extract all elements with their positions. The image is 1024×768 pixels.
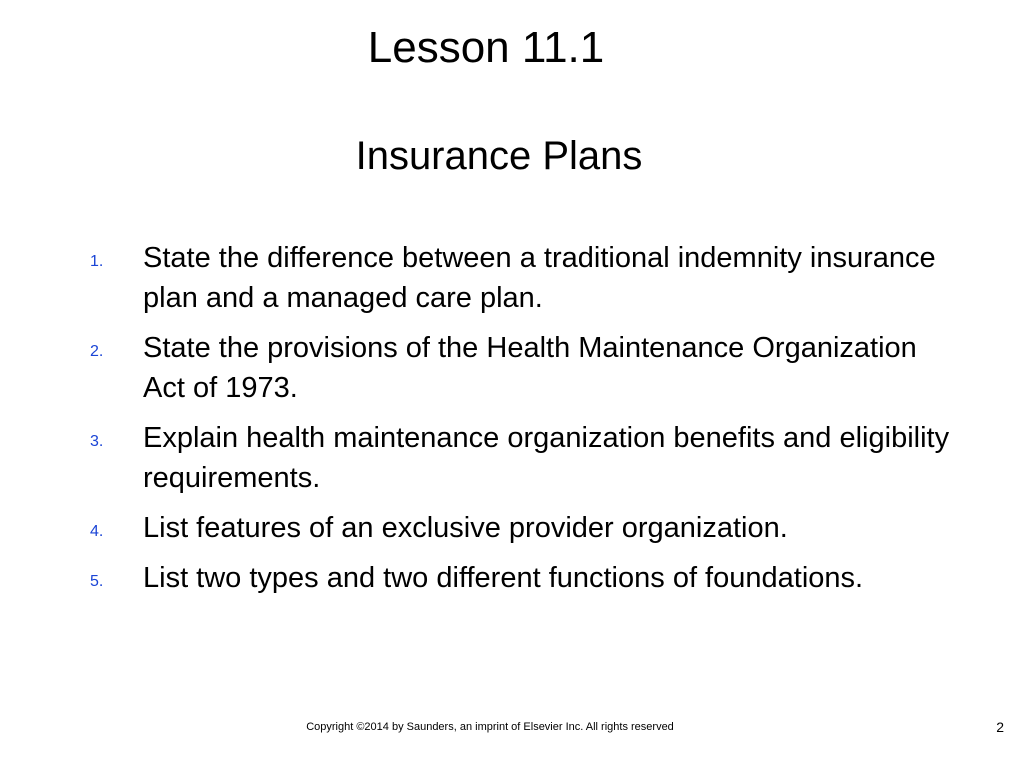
objective-item [90,558,950,598]
slide-subtitle: Insurance Plans [355,134,643,178]
objective-text: State the provisions of the Health Maintenance Organization Act of 1973. [143,332,917,404]
objective-item [90,508,950,548]
slide-title: Lesson 11.1 [367,23,605,72]
objective-item [90,328,950,408]
objective-item [90,418,950,498]
objective-item [90,238,950,318]
objective-text: Explain health maintenance organization benefits and eligibility requirements. [143,422,950,494]
objective-text: List features of an exclusive provider organization. [143,512,788,544]
objective-text: List two types and two different functions of foundations. [143,562,864,594]
copyright-footer: Copyright ©2014 by Saunders, an imprint of Elsevier Inc. All rights reserved [306,721,674,733]
objective-number: 1. [90,253,104,270]
objective-number: 2. [90,343,104,360]
objective-text: State the difference between a traditional indemnity insurance plan and a managed care plan. [143,242,936,314]
objective-number: 5. [90,573,104,590]
objectives-list [90,238,950,608]
objective-number: 3. [90,433,104,450]
page-number: 2 [996,719,1004,735]
objective-number: 4. [90,523,104,540]
